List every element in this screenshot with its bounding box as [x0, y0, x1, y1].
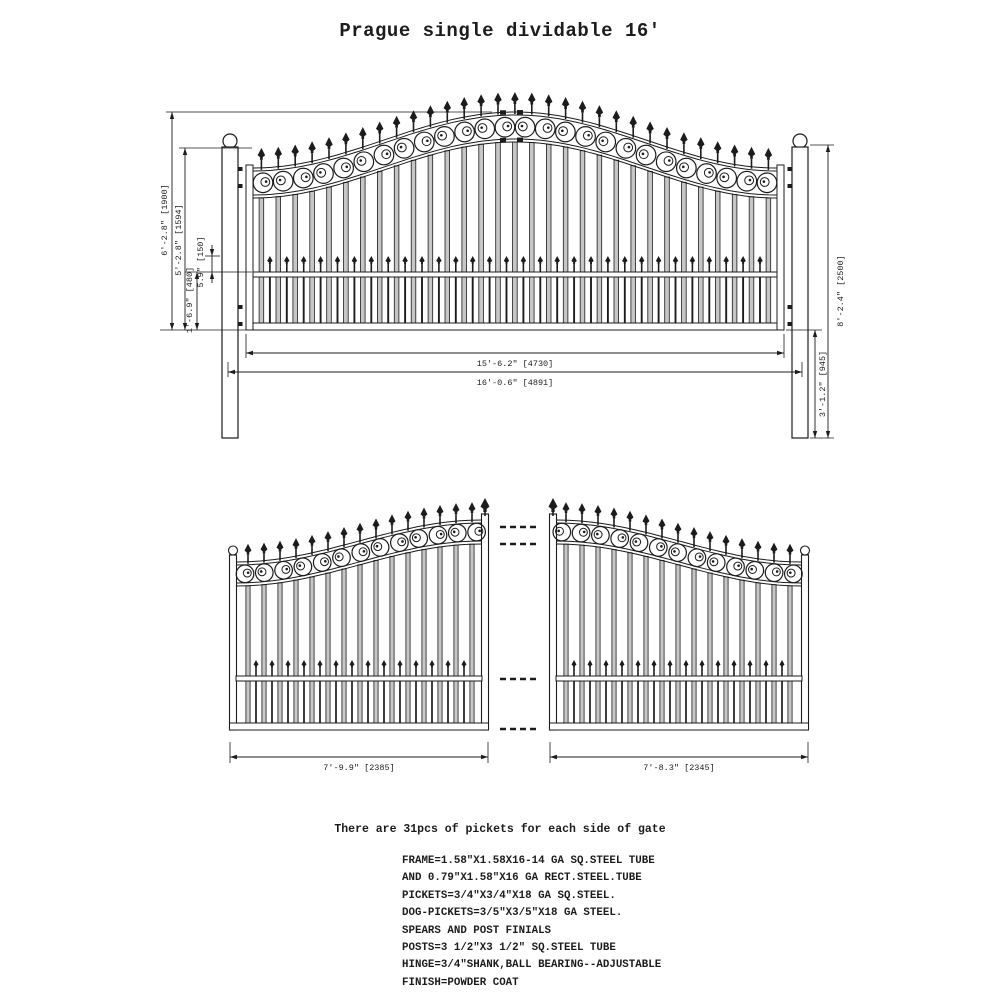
dim-right-leaf-width-label: 7'-8.3" [2345] — [643, 763, 715, 773]
dim-overall-width-label: 16'-0.6" [4891] — [476, 378, 554, 388]
dim-left-leaf-width-label: 7'-9.9" [2385] — [323, 763, 395, 773]
spec-line: FRAME=1.58"X1.58X16-14 GA SQ.STEEL TUBE — [402, 855, 655, 867]
picket-count-note: There are 31pcs of pickets for each side of gate — [334, 823, 666, 836]
spec-line: SPEARS AND POST FINIALS — [402, 924, 552, 937]
dim-gate-crest-height-label: 6'-2.8" [1900] — [160, 184, 170, 256]
spec-line: AND 0.79"X1.58"X16 GA RECT.STEEL.TUBE — [402, 872, 642, 885]
spec-line: FINISH=POWDER COAT — [402, 976, 519, 989]
spec-line: PICKETS=3/4"X3/4"X18 GA SQ.STEEL. — [402, 889, 616, 902]
dim-bottom-section-label: 1'-6.9" [480] — [185, 266, 195, 334]
dim-gate-width-label: 15'-6.2" [4730] — [476, 359, 554, 369]
dim-post-height-label: 8'-2.4" [2500] — [836, 255, 846, 327]
dim-dog-picket-spear-label: 5.9" [150] — [196, 236, 206, 288]
dim-gate-end-height-label: 5'-2.8" [1594] — [174, 204, 184, 276]
spec-line: DOG-PICKETS=3/5"X3/5"X18 GA STEEL. — [402, 907, 623, 920]
dim-ground-depth-label: 3'-1.2" [945] — [818, 350, 828, 418]
spec-line: HINGE=3/4"SHANK,BALL BEARING--ADJUSTABLE — [402, 959, 662, 972]
spec-line: POSTS=3 1/2"X3 1/2" SQ.STEEL TUBE — [402, 942, 616, 955]
drawing-title: Prague single dividable 16' — [339, 20, 661, 42]
split-gate-drawing — [229, 498, 810, 730]
spec-list — [402, 853, 661, 992]
